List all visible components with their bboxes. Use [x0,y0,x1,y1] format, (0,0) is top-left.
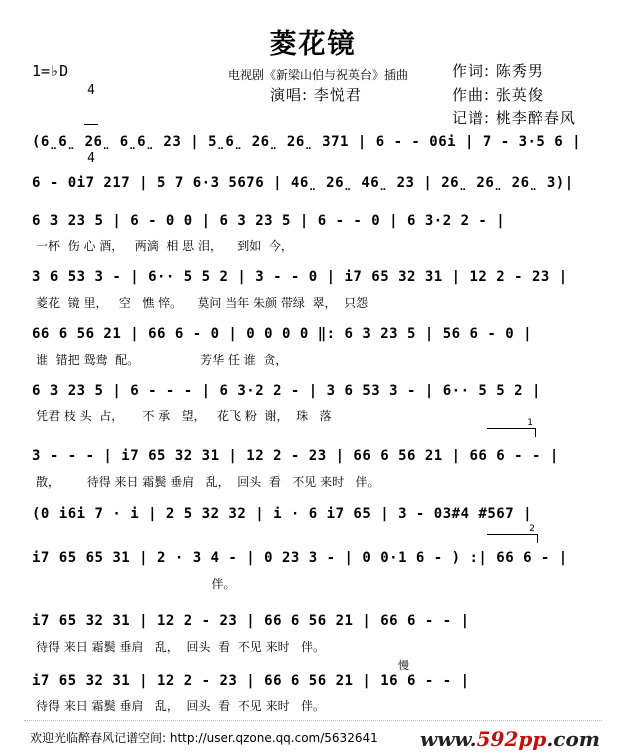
singer-credit: 演唱: 李悦君 [270,86,362,104]
lyric-line-9: 伴。 [36,577,236,591]
key-signature: 1=♭D [32,62,69,80]
score-line-8: (0 i6i 7 · i | 2 5 32 32 | i · 6 i7 65 | 3 - 03#4 #567 | [32,506,533,522]
transcriber-credit: 记谱: 桃李醉春风 [452,109,576,127]
lyric-line-10: 待得 来日 霜鬓 垂肩 乱， 回头 看 不见 来时 伴。 [36,640,326,654]
volta-bracket-2 [487,524,538,543]
score-line-7: 3 - - - | i7 65 32 31 | 12 2 - 23 | 66 6 56 21 | 66 6 - - | [32,448,559,464]
song-title: 菱花镜 [269,29,357,60]
composer-credit: 作曲: 张英俊 [452,86,544,104]
footer-site-watermark [420,727,600,751]
footer-site-brand: 592pp [476,727,547,751]
score-line-4: 3 6 53 3 - | 6·· 5 5 2 | 3 - - 0 | i7 65 32 31 | 12 2 - 23 | [32,269,568,285]
lyric-line-11: 待得 来日 霜鬓 垂肩 乱， 回头 看 不见 来时 伴。 [36,699,326,713]
score-line-1: (6̤6̤ 26̤ 6̤6̤ 23 | 5̤6̤ 26̤ 26̤ 371 | 6 - - 06i | 7 - 3·5 6 | [32,134,582,150]
score-line-11: i7 65 32 31 | 12 2 - 23 | 66 6 56 21 | 16 6 - - | [32,673,470,689]
time-signature [84,58,98,178]
source-credit: 电视剧《新梁山伯与祝英台》插曲 [228,68,409,82]
volta-bracket-1 [487,418,536,437]
lyricist-credit: 作词: 陈秀男 [452,62,544,80]
score-line-5: 66 6 56 21 | 66 6 - 0 | 0 0 0 0 ‖: 6 3 23 5 | 56 6 - 0 | [32,326,533,342]
score-line-10: i7 65 32 31 | 12 2 - 23 | 66 6 56 21 | 66 6 - - | [32,613,470,629]
lyric-line-7: 散， 待得 来日 霜鬓 垂肩 乱， 回头 看 不见 来时 伴。 [36,475,380,489]
score-line-9: i7 65 65 31 | 2 · 3 4 - | 0 23 3 - | 0 0·1 6 - ) :| 66 6 - | [32,550,568,566]
tempo-marking: 慢 [398,659,409,672]
score-line-6: 6 3 23 5 | 6 - - - | 6 3·2 2 - | 3 6 53 3 - | 6·· 5 5 2 | [32,383,541,399]
footer-text: 欢迎光临醉春风记谱空间: http://user.qzone.qq.com/5632641 [30,731,378,745]
score-line-2: 6 - 0i7 217 | 5 7 6·3 5676 | 46̤ 26̤ 46̤ 23 | 26̤ 26̤ 26̤ 3)| [32,175,574,191]
footer-site-suffix: .com [546,727,600,751]
volta-number-1: 1 [527,418,533,428]
time-signature-divider [84,124,98,125]
lyric-line-6: 凭君 枝 头 占， 不 承 望， 花飞 粉 谢， 珠 落 [36,409,332,423]
volta-number-2: 2 [529,524,535,534]
footer-divider [24,720,602,721]
time-signature-top: 4 [87,83,95,98]
lyric-line-5: 谁 错把 鸳鸯 配。 芳华 任 谁 贪， [36,353,288,367]
lyric-line-4: 菱花 镜 里， 空 憔 悴。 莫问 当年 朱颜 带绿 翠， 只怨 [36,296,369,310]
footer-site-prefix: www. [420,727,477,751]
time-signature-bottom: 4 [87,151,95,166]
score-line-3: 6 3 23 5 | 6 - 0 0 | 6 3 23 5 | 6 - - 0 | 6 3·2 2 - | [32,213,506,229]
lyric-line-3: 一杯 伤 心 酒， 两滴 相 思 泪， 到如 今， [36,239,293,253]
